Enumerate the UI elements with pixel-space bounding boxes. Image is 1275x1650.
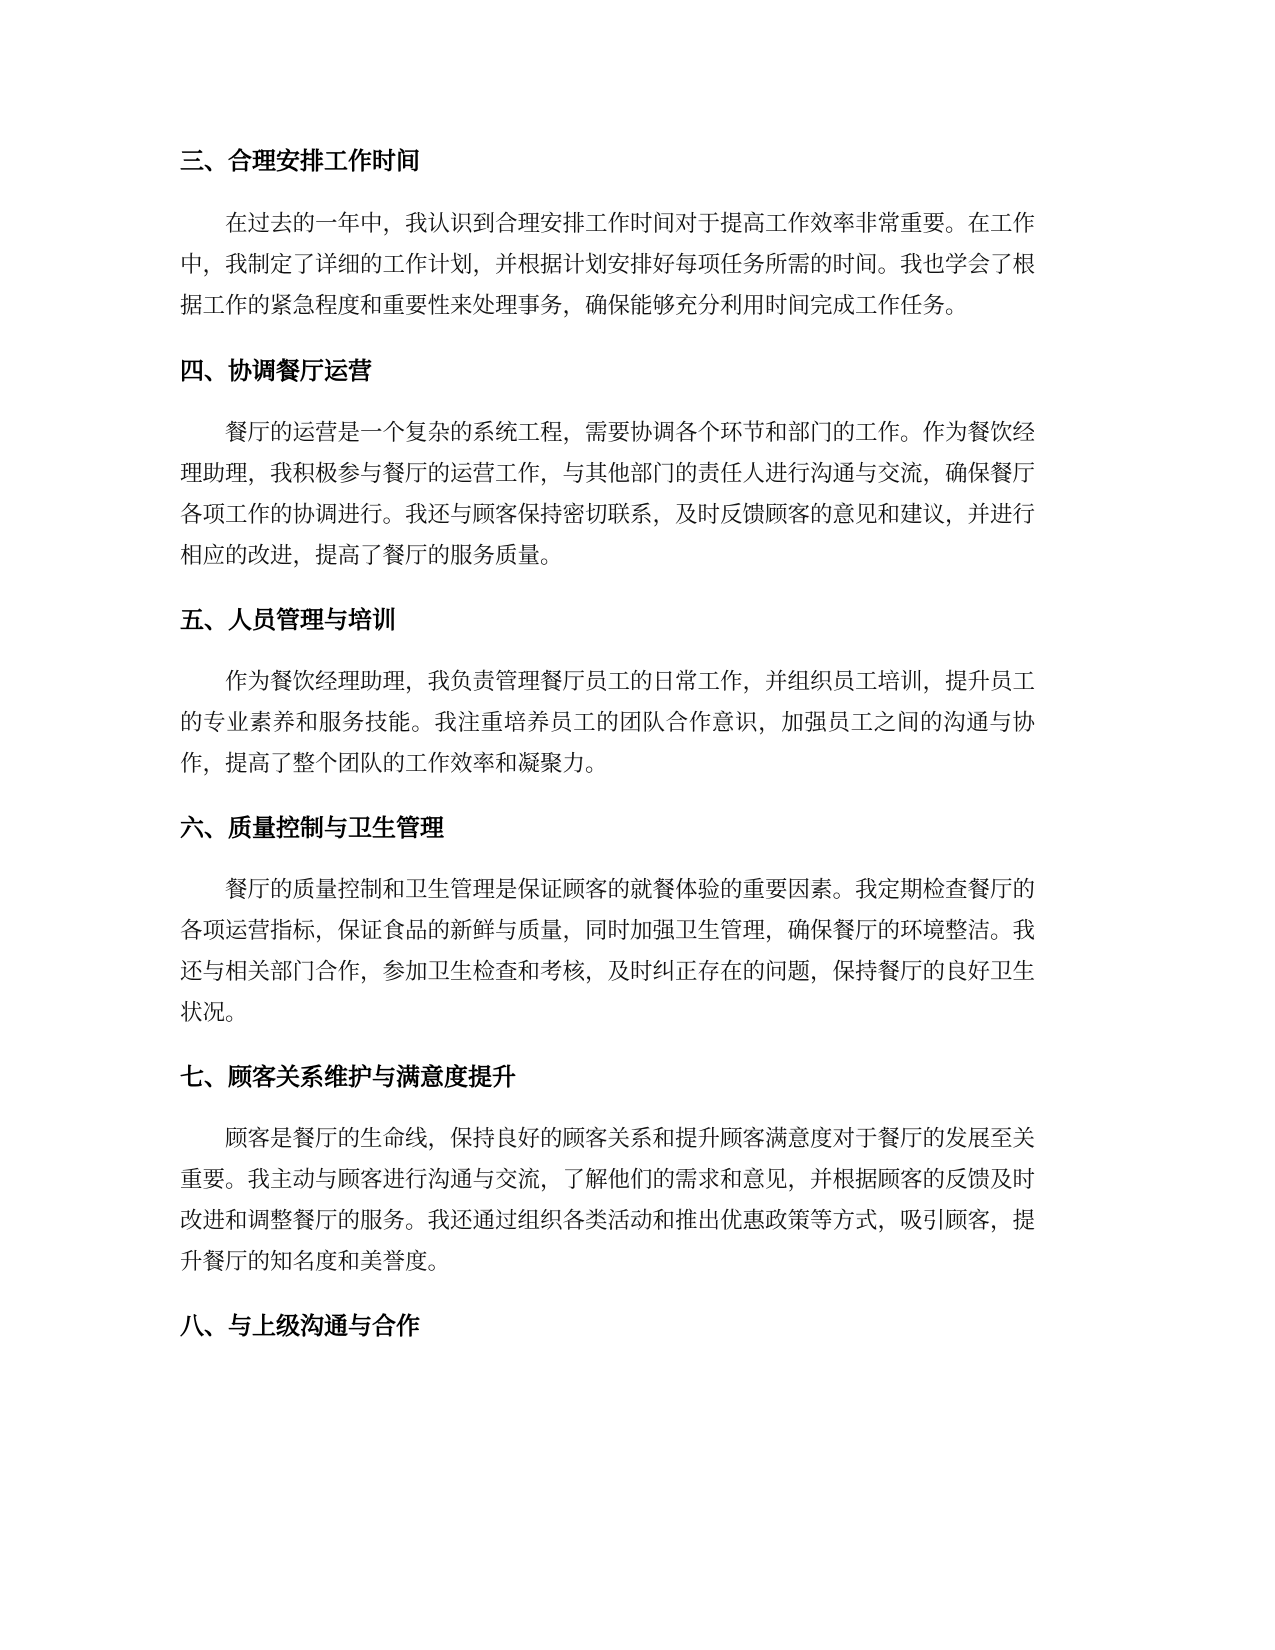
- document-page: [180, 141, 1035, 1346]
- section-heading: 六、质量控制与卫生管理: [180, 814, 444, 842]
- section-heading: 五、人员管理与培训: [180, 606, 396, 634]
- section-paragraph: 在过去的一年中，我认识到合理安排工作时间对于提高工作效率非常重要。在工作中，我制定了详细的工作计划，并根据计划安排好每项任务所需的时间。我也学会了根据工作的紧急程度和重要性来处理事务，确保能够充分利用时间完成工作任务。: [180, 211, 1036, 319]
- section-quality-hygiene: [180, 808, 1035, 1034]
- section-paragraph: 餐厅的运营是一个复杂的系统工程，需要协调各个环节和部门的工作。作为餐饮经理助理，我积极参与餐厅的运营工作，与其他部门的责任人进行沟通与交流，确保餐厅各项工作的协调进行。我还与顾客保持密切联系，及时反馈顾客的意见和建议，并进行相应的改进，提高了餐厅的服务质量。: [180, 420, 1036, 569]
- section-restaurant-operations: [180, 351, 1035, 577]
- section-paragraph: 顾客是餐厅的生命线，保持良好的顾客关系和提升顾客满意度对于餐厅的发展至关重要。我主动与顾客进行沟通与交流，了解他们的需求和意见，并根据顾客的反馈及时改进和调整餐厅的服务。我还通过组织各类活动和推出优惠政策等方式，吸引顾客，提升餐厅的知名度和美誉度。: [180, 1126, 1036, 1275]
- section-paragraph: 作为餐饮经理助理，我负责管理餐厅员工的日常工作，并组织员工培训，提升员工的专业素养和服务技能。我注重培养员工的团队合作意识，加强员工之间的沟通与协作，提高了整个团队的工作效率和凝聚力。: [180, 669, 1036, 777]
- section-heading: 三、合理安排工作时间: [180, 147, 420, 175]
- section-paragraph: 餐厅的质量控制和卫生管理是保证顾客的就餐体验的重要因素。我定期检查餐厅的各项运营指标，保证食品的新鲜与质量，同时加强卫生管理，确保餐厅的环境整洁。我还与相关部门合作，参加卫生检查和考核，及时纠正存在的问题，保持餐厅的良好卫生状况。: [180, 877, 1036, 1026]
- section-staff-training: [180, 600, 1035, 785]
- section-customer-relations: [180, 1057, 1035, 1283]
- section-heading: 四、协调餐厅运营: [180, 357, 372, 385]
- section-time-management: [180, 141, 1035, 327]
- section-heading: 七、顾客关系维护与满意度提升: [180, 1063, 516, 1091]
- section-supervisor-communication: [180, 1306, 1035, 1346]
- section-heading: 八、与上级沟通与合作: [180, 1312, 420, 1340]
